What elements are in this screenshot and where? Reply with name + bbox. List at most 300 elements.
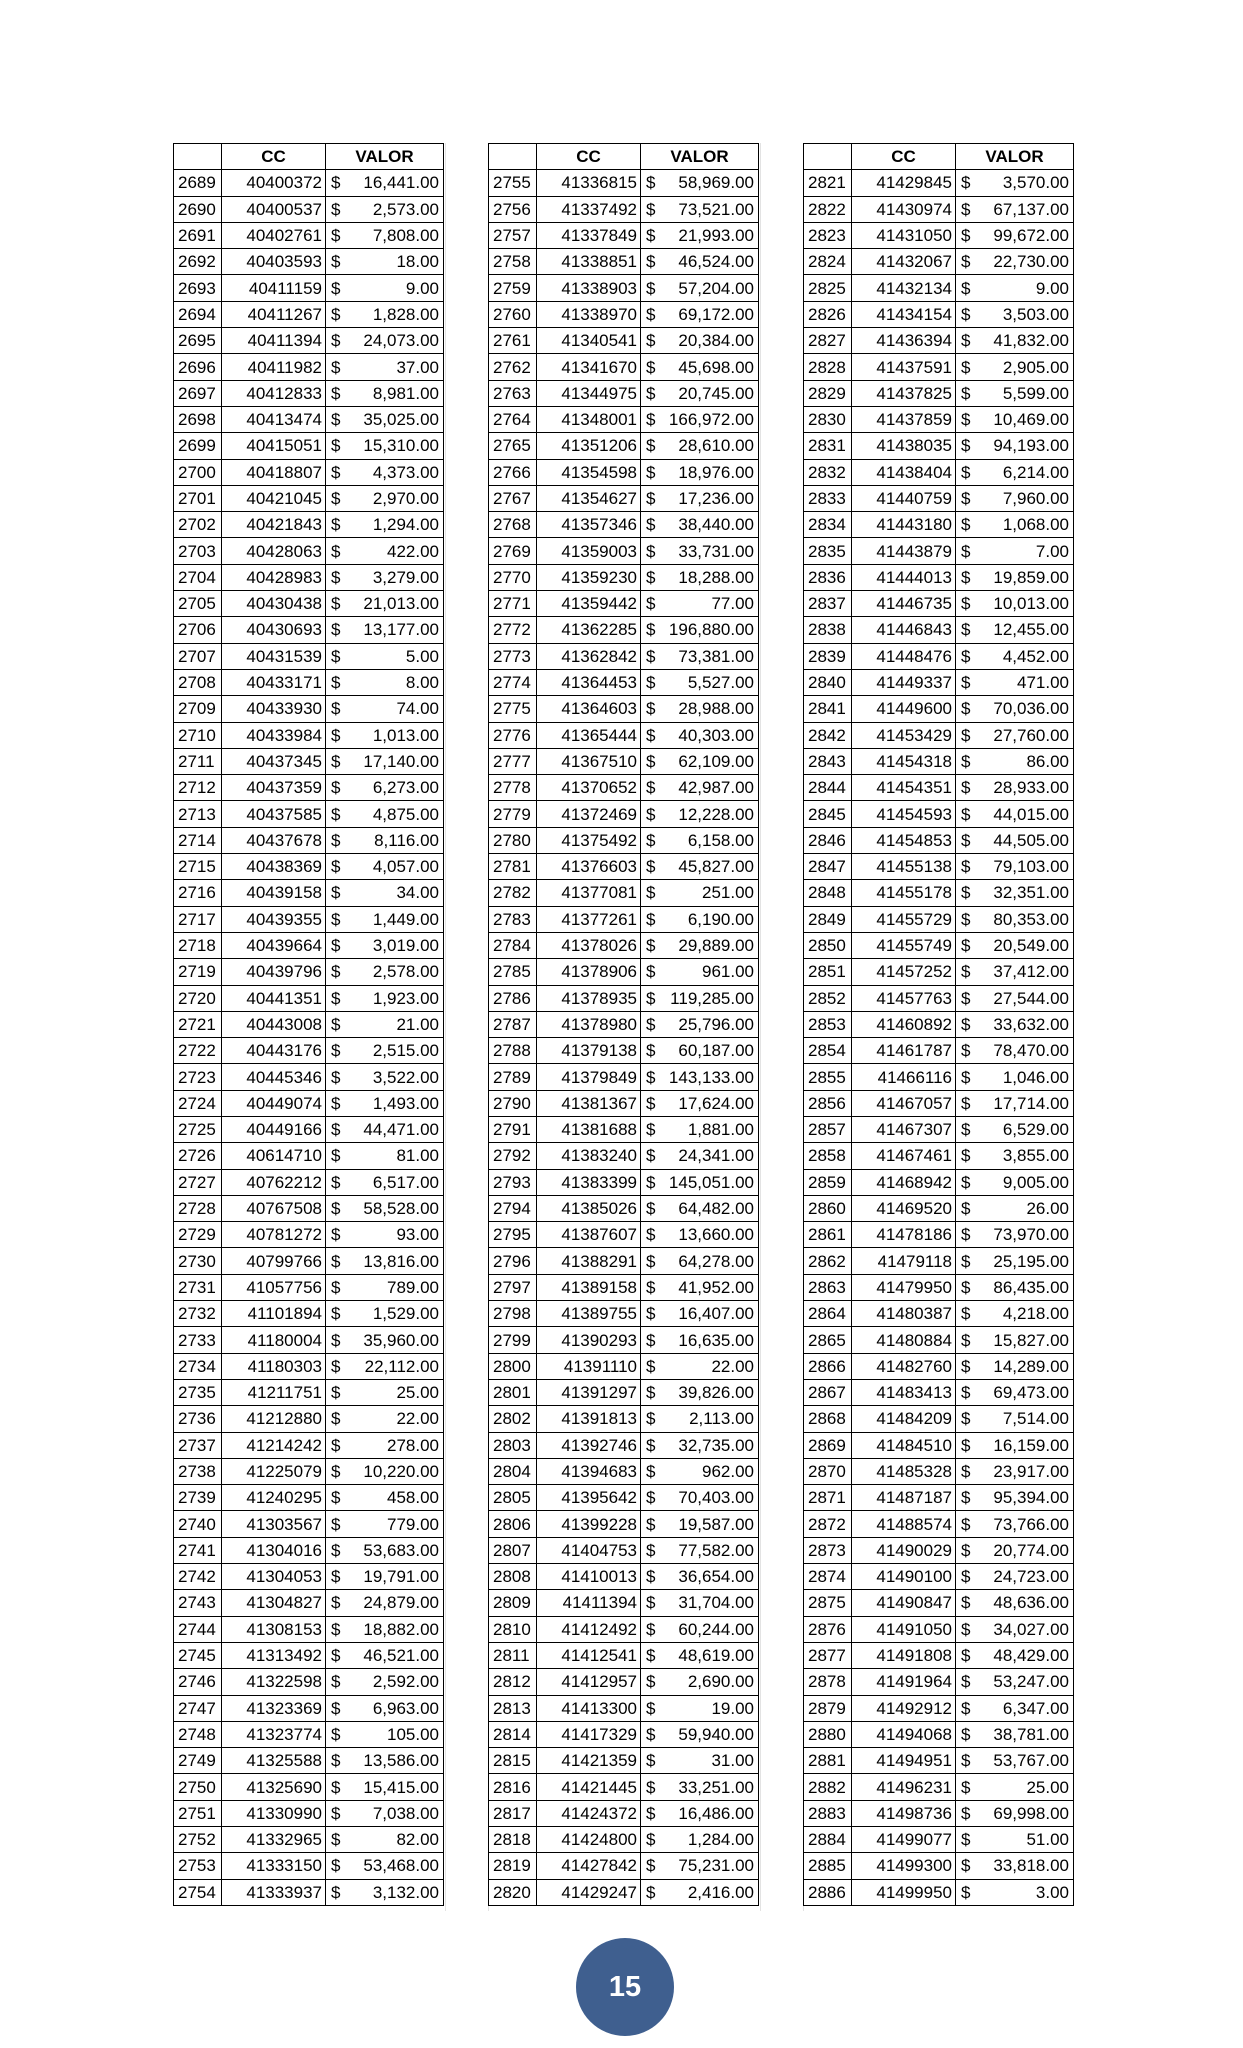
- cc-cell: 41454351: [852, 775, 956, 801]
- currency-symbol: $: [961, 725, 971, 745]
- table-row: [804, 959, 1074, 985]
- cc-cell: 41461787: [852, 1038, 956, 1064]
- table-row: [804, 696, 1074, 722]
- valor-cell: [956, 1853, 1074, 1879]
- cc-cell: 41344975: [537, 380, 641, 406]
- currency-symbol: $: [331, 1461, 341, 1481]
- currency-symbol: $: [331, 357, 341, 377]
- table-row: [174, 1642, 444, 1668]
- cc-cell: 41381688: [537, 1116, 641, 1142]
- valor-cell: [956, 1590, 1074, 1616]
- valor-cell: [956, 932, 1074, 958]
- cc-cell: 41391110: [537, 1353, 641, 1379]
- valor-cell: [326, 1458, 444, 1484]
- table-row: [174, 380, 444, 406]
- cc-cell: 41338851: [537, 249, 641, 275]
- valor-amount: 166,972.00: [668, 410, 754, 430]
- row-number: 2780: [489, 827, 537, 853]
- valor-cell: [326, 801, 444, 827]
- cc-cell: 41348001: [537, 406, 641, 432]
- row-number: 2857: [804, 1116, 852, 1142]
- table-row: [804, 748, 1074, 774]
- valor-amount: 35,960.00: [363, 1330, 439, 1350]
- valor-cell: [326, 748, 444, 774]
- row-number: 2855: [804, 1064, 852, 1090]
- table-row: [489, 669, 759, 695]
- cc-cell: 41443879: [852, 538, 956, 564]
- table-row: [804, 1695, 1074, 1721]
- row-number: 2734: [174, 1353, 222, 1379]
- valor-cell: [641, 1458, 759, 1484]
- currency-symbol: $: [646, 567, 656, 587]
- currency-symbol: $: [331, 515, 341, 535]
- cc-cell: 41308153: [222, 1616, 326, 1642]
- row-number: 2886: [804, 1879, 852, 1905]
- valor-amount: 5,599.00: [1002, 383, 1069, 403]
- cc-cell: 41325588: [222, 1748, 326, 1774]
- currency-symbol: $: [961, 1093, 971, 1113]
- row-number: 2841: [804, 696, 852, 722]
- row-number: 2827: [804, 328, 852, 354]
- currency-symbol: $: [331, 1199, 341, 1219]
- table-row: [174, 354, 444, 380]
- valor-cell: [641, 1064, 759, 1090]
- table-row: [489, 406, 759, 432]
- table-row: [804, 1169, 1074, 1195]
- row-number: 2873: [804, 1537, 852, 1563]
- currency-symbol: $: [646, 1567, 656, 1587]
- cc-cell: 41491050: [852, 1616, 956, 1642]
- valor-amount: 33,251.00: [678, 1777, 754, 1797]
- cc-cell: 41455729: [852, 906, 956, 932]
- table-row: [174, 1274, 444, 1300]
- currency-symbol: $: [331, 1120, 341, 1140]
- cc-header: CC: [537, 144, 641, 170]
- row-number: 2749: [174, 1748, 222, 1774]
- valor-amount: 7,514.00: [1002, 1409, 1069, 1429]
- cc-cell: 40403593: [222, 249, 326, 275]
- row-number: 2849: [804, 906, 852, 932]
- valor-amount: 82.00: [396, 1830, 439, 1850]
- row-number: 2805: [489, 1485, 537, 1511]
- row-number: 2732: [174, 1301, 222, 1327]
- valor-amount: 69,473.00: [993, 1383, 1069, 1403]
- row-number: 2866: [804, 1353, 852, 1379]
- valor-cell: [326, 1353, 444, 1379]
- cc-header: CC: [222, 144, 326, 170]
- valor-cell: [326, 1274, 444, 1300]
- valor-cell: [956, 617, 1074, 643]
- valor-cell: [326, 512, 444, 538]
- currency-symbol: $: [331, 620, 341, 640]
- valor-cell: [956, 1511, 1074, 1537]
- cc-cell: 41417329: [537, 1721, 641, 1747]
- valor-cell: [956, 722, 1074, 748]
- valor-amount: 29,889.00: [678, 936, 754, 956]
- valor-cell: [956, 748, 1074, 774]
- valor-amount: 33,632.00: [993, 1014, 1069, 1034]
- currency-symbol: $: [646, 594, 656, 614]
- valor-cell: [326, 380, 444, 406]
- table-row: [804, 1195, 1074, 1221]
- cc-cell: 41454853: [852, 827, 956, 853]
- table-row: [489, 301, 759, 327]
- row-number: 2697: [174, 380, 222, 406]
- row-number: 2823: [804, 222, 852, 248]
- row-number: 2800: [489, 1353, 537, 1379]
- cc-cell: 40428063: [222, 538, 326, 564]
- valor-cell: [326, 1195, 444, 1221]
- cc-cell: 40433984: [222, 722, 326, 748]
- cc-cell: 41333937: [222, 1879, 326, 1905]
- valor-amount: 6,529.00: [1002, 1120, 1069, 1140]
- cc-cell: 41101894: [222, 1301, 326, 1327]
- cc-cell: 41378906: [537, 959, 641, 985]
- row-number: 2690: [174, 196, 222, 222]
- cc-cell: 41367510: [537, 748, 641, 774]
- table-row: [489, 1090, 759, 1116]
- cc-cell: 40431539: [222, 643, 326, 669]
- valor-amount: 28,933.00: [993, 778, 1069, 798]
- row-number: 2834: [804, 512, 852, 538]
- cc-cell: 41467057: [852, 1090, 956, 1116]
- valor-cell: [956, 1537, 1074, 1563]
- row-number: 2717: [174, 906, 222, 932]
- table-row: [174, 1011, 444, 1037]
- table-row: [804, 1616, 1074, 1642]
- row-number: 2825: [804, 275, 852, 301]
- valor-amount: 10,220.00: [363, 1461, 439, 1481]
- valor-amount: 24,723.00: [993, 1567, 1069, 1587]
- row-number: 2860: [804, 1195, 852, 1221]
- valor-amount: 44,505.00: [993, 830, 1069, 850]
- valor-amount: 34.00: [396, 883, 439, 903]
- row-number: 2885: [804, 1853, 852, 1879]
- valor-amount: 3,855.00: [1002, 1146, 1069, 1166]
- table-row: [489, 1616, 759, 1642]
- cc-cell: 41484209: [852, 1406, 956, 1432]
- table-row: [804, 1248, 1074, 1274]
- valor-cell: [326, 932, 444, 958]
- valor-amount: 4,373.00: [372, 462, 439, 482]
- valor-amount: 37,412.00: [993, 962, 1069, 982]
- currency-symbol: $: [646, 1172, 656, 1192]
- row-number: 2750: [174, 1774, 222, 1800]
- row-number: 2782: [489, 880, 537, 906]
- cc-cell: 41455749: [852, 932, 956, 958]
- valor-amount: 7.00: [1035, 541, 1069, 561]
- valor-amount: 6,347.00: [1002, 1698, 1069, 1718]
- currency-symbol: $: [331, 857, 341, 877]
- table-row: [174, 959, 444, 985]
- row-number: 2876: [804, 1616, 852, 1642]
- currency-symbol: $: [331, 1724, 341, 1744]
- valor-cell: [326, 1222, 444, 1248]
- valor-cell: [641, 1406, 759, 1432]
- currency-symbol: $: [961, 1409, 971, 1429]
- valor-cell: [641, 1116, 759, 1142]
- valor-cell: [641, 1379, 759, 1405]
- currency-symbol: $: [646, 1304, 656, 1324]
- row-number: 2778: [489, 775, 537, 801]
- cc-cell: 40428983: [222, 564, 326, 590]
- cc-cell: 41482760: [852, 1353, 956, 1379]
- row-number: 2766: [489, 459, 537, 485]
- currency-symbol: $: [961, 1146, 971, 1166]
- table-row: [804, 328, 1074, 354]
- row-number: 2822: [804, 196, 852, 222]
- row-number: 2775: [489, 696, 537, 722]
- valor-cell: [326, 1406, 444, 1432]
- cc-cell: 40412833: [222, 380, 326, 406]
- cc-cell: 40443176: [222, 1038, 326, 1064]
- table-row: [174, 669, 444, 695]
- valor-cell: [956, 643, 1074, 669]
- valor-amount: 25.00: [396, 1383, 439, 1403]
- valor-amount: 75,231.00: [678, 1856, 754, 1876]
- currency-symbol: $: [646, 1488, 656, 1508]
- currency-symbol: $: [331, 751, 341, 771]
- valor-cell: [326, 1379, 444, 1405]
- row-number: 2776: [489, 722, 537, 748]
- currency-symbol: $: [646, 620, 656, 640]
- table-row: [174, 1748, 444, 1774]
- table-row: [174, 459, 444, 485]
- valor-amount: 8,116.00: [374, 830, 439, 850]
- currency-symbol: $: [646, 1067, 656, 1087]
- cc-cell: 41377261: [537, 906, 641, 932]
- table-row: [489, 1695, 759, 1721]
- cc-cell: 41469520: [852, 1195, 956, 1221]
- row-number: 2846: [804, 827, 852, 853]
- cc-cell: 40762212: [222, 1169, 326, 1195]
- row-number: 2720: [174, 985, 222, 1011]
- valor-cell: [641, 1485, 759, 1511]
- table-row: [174, 328, 444, 354]
- currency-symbol: $: [961, 1277, 971, 1297]
- currency-symbol: $: [646, 1540, 656, 1560]
- currency-symbol: $: [961, 173, 971, 193]
- valor-amount: 53,767.00: [993, 1751, 1069, 1771]
- currency-symbol: $: [961, 226, 971, 246]
- valor-cell: [641, 643, 759, 669]
- currency-symbol: $: [646, 1672, 656, 1692]
- valor-amount: 3,503.00: [1002, 304, 1069, 324]
- cc-header: CC: [852, 144, 956, 170]
- cc-cell: 40781272: [222, 1222, 326, 1248]
- cc-cell: 40767508: [222, 1195, 326, 1221]
- cc-cell: 41338970: [537, 301, 641, 327]
- valor-amount: 27,544.00: [993, 988, 1069, 1008]
- cc-cell: 41211751: [222, 1379, 326, 1405]
- valor-amount: 1,046.00: [1002, 1067, 1069, 1087]
- cc-cell: 41457252: [852, 959, 956, 985]
- valor-amount: 15,827.00: [993, 1330, 1069, 1350]
- cc-cell: 41354627: [537, 485, 641, 511]
- valor-cell: [641, 1248, 759, 1274]
- table-row: [174, 1248, 444, 1274]
- currency-symbol: $: [961, 304, 971, 324]
- table-row: [489, 1669, 759, 1695]
- table-row: [489, 1011, 759, 1037]
- table-row: [804, 669, 1074, 695]
- row-number: 2802: [489, 1406, 537, 1432]
- valor-cell: [641, 669, 759, 695]
- currency-symbol: $: [961, 1356, 971, 1376]
- table-row: [489, 748, 759, 774]
- cc-cell: 41430974: [852, 196, 956, 222]
- row-number: 2804: [489, 1458, 537, 1484]
- table-row: [174, 1038, 444, 1064]
- currency-symbol: $: [646, 1751, 656, 1771]
- cc-cell: 41338903: [537, 275, 641, 301]
- row-number: 2698: [174, 406, 222, 432]
- cc-cell: 41499300: [852, 1853, 956, 1879]
- valor-cell: [956, 1195, 1074, 1221]
- valor-cell: [641, 538, 759, 564]
- table-row: [804, 406, 1074, 432]
- table-row: [174, 1116, 444, 1142]
- valor-amount: 18.00: [396, 252, 439, 272]
- cc-cell: 41479950: [852, 1274, 956, 1300]
- cc-cell: 40411394: [222, 328, 326, 354]
- table-row: [489, 275, 759, 301]
- currency-symbol: $: [646, 1251, 656, 1271]
- table-row: [174, 1695, 444, 1721]
- valor-amount: 1,881.00: [687, 1120, 754, 1140]
- table-row: [174, 643, 444, 669]
- valor-cell: [956, 1879, 1074, 1905]
- table-row: [174, 775, 444, 801]
- valor-cell: [326, 1537, 444, 1563]
- table-row: [489, 906, 759, 932]
- valor-amount: 39,826.00: [678, 1383, 754, 1403]
- currency-symbol: $: [646, 1409, 656, 1429]
- row-number: 2868: [804, 1406, 852, 1432]
- valor-amount: 3,570.00: [1002, 173, 1069, 193]
- currency-symbol: $: [961, 699, 971, 719]
- valor-amount: 95,394.00: [993, 1488, 1069, 1508]
- table-row: [804, 854, 1074, 880]
- cc-cell: 41337492: [537, 196, 641, 222]
- currency-symbol: $: [331, 1383, 341, 1403]
- valor-amount: 1,529.00: [372, 1304, 439, 1324]
- currency-symbol: $: [961, 830, 971, 850]
- valor-amount: 17,624.00: [678, 1093, 754, 1113]
- row-number: 2758: [489, 249, 537, 275]
- valor-cell: [956, 1248, 1074, 1274]
- cc-cell: 41412541: [537, 1642, 641, 1668]
- valor-cell: [956, 1616, 1074, 1642]
- row-number: 2760: [489, 301, 537, 327]
- cc-cell: 40430438: [222, 591, 326, 617]
- table-row: [174, 722, 444, 748]
- row-number: 2875: [804, 1590, 852, 1616]
- row-number: 2774: [489, 669, 537, 695]
- table-row: [804, 643, 1074, 669]
- valor-cell: [956, 170, 1074, 196]
- cc-cell: 41379849: [537, 1064, 641, 1090]
- row-number: 2792: [489, 1143, 537, 1169]
- table-row: [174, 1827, 444, 1853]
- valor-amount: 81.00: [396, 1146, 439, 1166]
- table-row: [489, 880, 759, 906]
- row-number: 2821: [804, 170, 852, 196]
- table-row: [489, 354, 759, 380]
- valor-amount: 1,068.00: [1002, 515, 1069, 535]
- table-row: [174, 1379, 444, 1405]
- currency-symbol: $: [646, 1356, 656, 1376]
- table-row: [489, 1511, 759, 1537]
- row-number: 2754: [174, 1879, 222, 1905]
- valor-cell: [956, 1353, 1074, 1379]
- currency-symbol: $: [961, 515, 971, 535]
- row-number: 2871: [804, 1485, 852, 1511]
- currency-symbol: $: [331, 804, 341, 824]
- valor-cell: [641, 328, 759, 354]
- cc-cell: 41499077: [852, 1827, 956, 1853]
- page-number-badge: [576, 1938, 674, 2036]
- valor-cell: [641, 748, 759, 774]
- cc-cell: 41392746: [537, 1432, 641, 1458]
- valor-amount: 25,796.00: [678, 1014, 754, 1034]
- table-row: [804, 1800, 1074, 1826]
- currency-symbol: $: [961, 1803, 971, 1823]
- cc-cell: 41057756: [222, 1274, 326, 1300]
- row-number: 2853: [804, 1011, 852, 1037]
- cc-cell: 41488574: [852, 1511, 956, 1537]
- currency-symbol: $: [331, 1225, 341, 1245]
- valor-amount: 3,279.00: [372, 567, 439, 587]
- currency-symbol: $: [331, 1488, 341, 1508]
- table-row: [804, 1038, 1074, 1064]
- table-row: [174, 591, 444, 617]
- valor-cell: [956, 1800, 1074, 1826]
- currency-symbol: $: [331, 1646, 341, 1666]
- row-number: 2877: [804, 1642, 852, 1668]
- valor-cell: [956, 1669, 1074, 1695]
- currency-symbol: $: [961, 646, 971, 666]
- currency-symbol: $: [961, 1251, 971, 1271]
- valor-amount: 20,774.00: [993, 1540, 1069, 1560]
- valor-cell: [326, 328, 444, 354]
- table-row: [804, 1748, 1074, 1774]
- valor-cell: [326, 1116, 444, 1142]
- valor-amount: 46,524.00: [678, 252, 754, 272]
- valor-cell: [326, 617, 444, 643]
- valor-cell: [641, 380, 759, 406]
- currency-symbol: $: [646, 173, 656, 193]
- currency-symbol: $: [646, 1014, 656, 1034]
- valor-amount: 48,636.00: [993, 1593, 1069, 1613]
- valor-cell: [641, 722, 759, 748]
- row-number: 2808: [489, 1564, 537, 1590]
- currency-symbol: $: [331, 1882, 341, 1902]
- table-row: [174, 1169, 444, 1195]
- row-number: 2836: [804, 564, 852, 590]
- table-row: [174, 906, 444, 932]
- valor-cell: [326, 433, 444, 459]
- table-row: [489, 932, 759, 958]
- currency-symbol: $: [331, 1041, 341, 1061]
- valor-amount: 60,244.00: [678, 1619, 754, 1639]
- valor-cell: [326, 880, 444, 906]
- table-row: [804, 1669, 1074, 1695]
- valor-amount: 145,051.00: [668, 1172, 754, 1192]
- valor-cell: [641, 827, 759, 853]
- currency-symbol: $: [331, 962, 341, 982]
- table-row: [804, 985, 1074, 1011]
